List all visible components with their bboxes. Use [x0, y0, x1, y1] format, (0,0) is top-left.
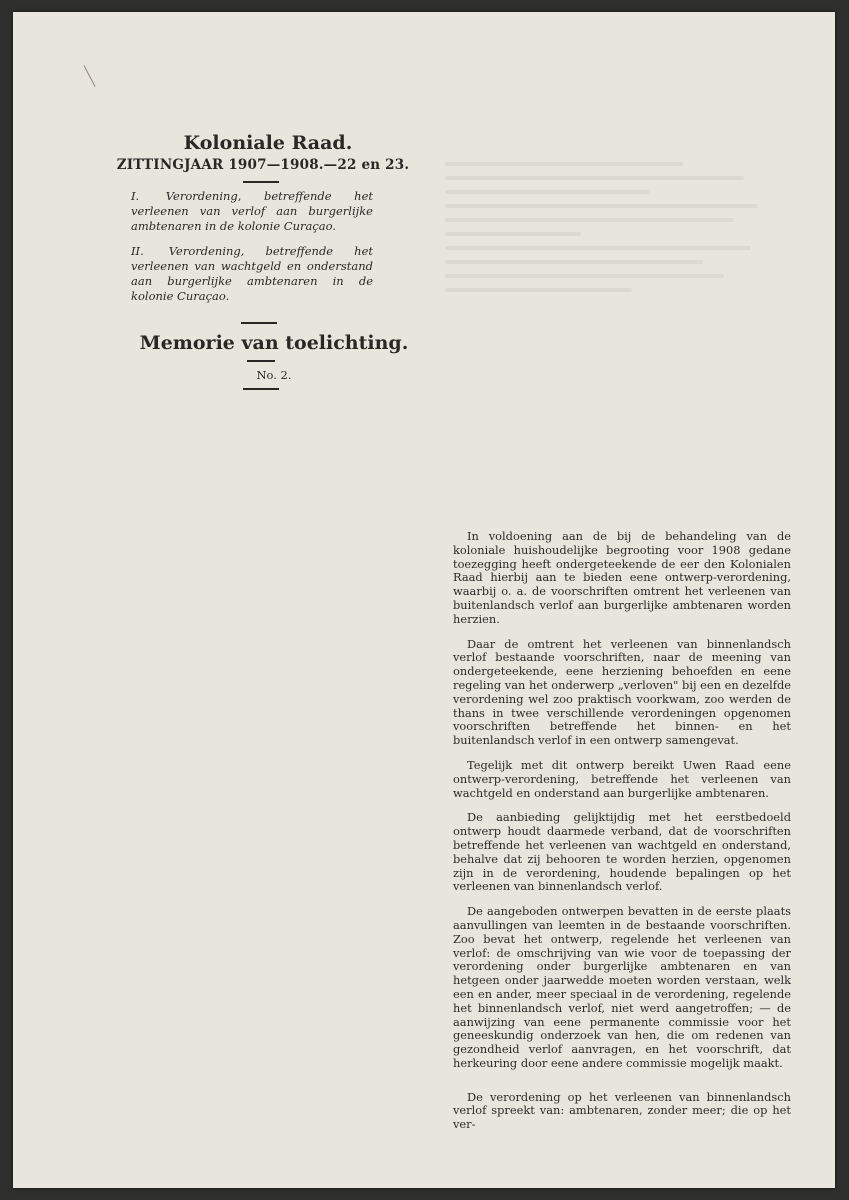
paragraph: Daar de omtrent het verleenen van binnenlandsch verlof bestaande voorschriften, naar de meening van ondergeteekende, eene herziening behoefden en eene regeling van het onderwerp „verloven" bij een en dezelfde verordening wel zoo praktisch voorkwam, zoo werden de thans in twee verschillende verordeningen opgenomen voorschriften betreffende het binnen- en het buitenlandsch verlof in een ontwerp samengevat. — [453, 636, 791, 748]
ordinance-text: Verordening, betreffende het verleenen van verlof aan burgerlijke ambtenaren in de kolonie Curaçao. — [131, 189, 373, 233]
divider — [243, 181, 279, 183]
body-text — [453, 530, 791, 1143]
paragraph: In voldoening aan de bij de behandeling van de koloniale huishoudelijke begrooting voor 1908 gedane toezegging heeft ondergeteekende de eer den Kolonialen Raad hierbij aan te bieden eene ontwerp-verordening, waarbij o. a. de voorschriften omtrent het verleenen van buitenlandsch verlof aan burgerlijke ambtenaren worden herzien. — [453, 529, 791, 626]
page-title: Koloniale Raad. — [183, 132, 353, 154]
bleed-through-text — [445, 162, 785, 422]
ordinance-number: II. — [131, 244, 144, 258]
paper-mark — [83, 65, 95, 87]
divider — [241, 322, 277, 324]
heading-block — [113, 132, 413, 390]
divider — [247, 360, 275, 362]
paragraph: Tegelijk met dit ontwerp bereikt Uwen Raad eene ontwerp-verordening, betreffende het verleenen van wachtgeld en onderstand aan burgerlijke ambtenaren. — [453, 757, 791, 800]
document-page — [13, 12, 835, 1188]
ordinance-item — [131, 189, 373, 234]
paragraph: De verordening op het verleenen van binnenlandsch verlof spreekt van: ambtenaren, zonder meer; die op het ver- — [453, 1089, 791, 1132]
paragraph: De aanbieding gelijktijdig met het eerstbedoeld ontwerp houdt daarmede verband, dat de voorschriften betreffende het verleenen van wachtgeld en onderstand, behalve dat zij behooren te worden herzien, opgenomen zijn in de verordening, houdende bepalingen op het verleenen van binnenlandsch verlof. — [453, 810, 791, 894]
document-number: No. 2. — [256, 368, 292, 382]
ordinance-text: Verordening, betreffende het verleenen van wachtgeld en onderstand aan burgerlijke ambtenaren in de kolonie Curaçao. — [131, 244, 373, 303]
ordinance-number: I. — [131, 189, 140, 203]
ordinance-item — [131, 244, 373, 304]
paragraph: De aangeboden ontwerpen bevatten in de eerste plaats aanvullingen van leemten in de bestaande voorschriften. Zoo bevat het ontwerp, regelende het verleenen van verlof: de omschrijving van wie voor de toepassing der verordening onder burgerlijke ambtenaren en van hetgeen onder jaarwedde moeten worden verstaan, welk een en ander, meer speciaal in de verordening, regelende het binnenlandsch verlof, niet werd aangetroffen; — de aanwijzing van eene permanente commissie voor het geneeskundig onderzoek van hen, die om redenen van gezondheid verlof aanvragen, en het voorschrift, dat herkeuring door eene andere commissie mogelijk maakt. — [453, 904, 791, 1070]
session-line: ZITTINGJAAR 1907—1908.—22 en 23. — [116, 157, 410, 173]
memorie-title: Memorie van toelichting. — [139, 332, 409, 354]
divider — [243, 388, 279, 390]
